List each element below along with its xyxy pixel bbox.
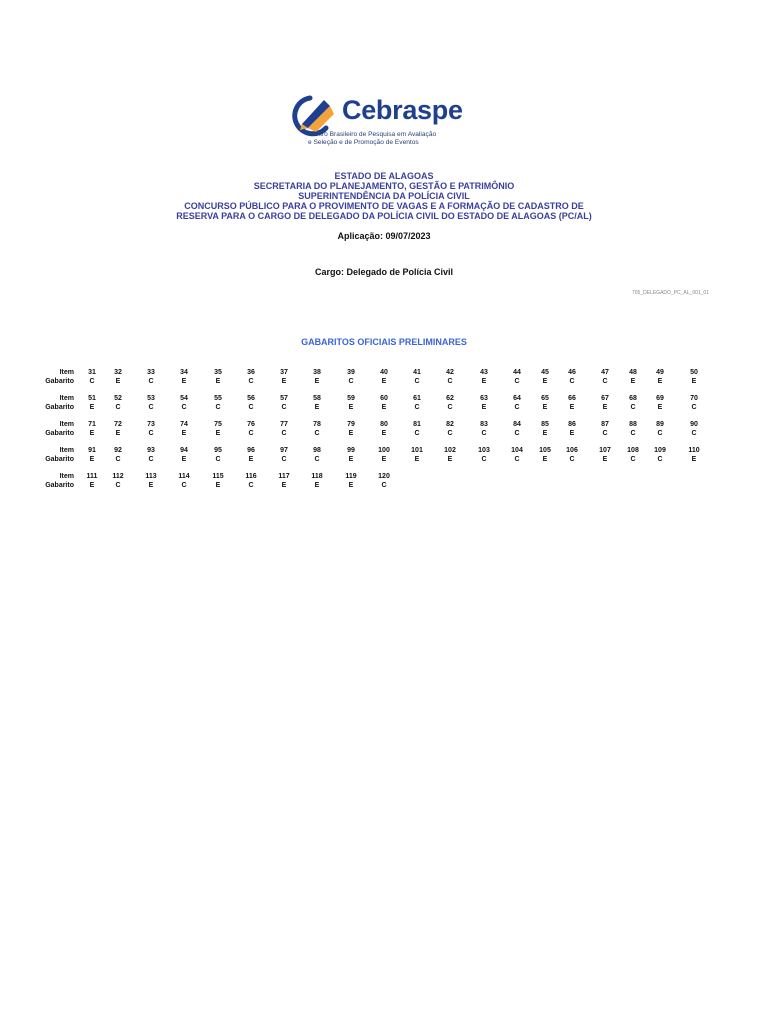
item-number: 39 xyxy=(347,369,355,376)
answer-value: C xyxy=(281,404,287,411)
answer-value: E xyxy=(414,456,420,463)
item-number: 84 xyxy=(513,421,521,428)
item-number: 91 xyxy=(88,447,96,454)
gabarito-label: Gabarito xyxy=(45,404,74,411)
answer-value: C xyxy=(691,430,697,437)
item-number: 52 xyxy=(114,395,122,402)
answer-value: E xyxy=(569,430,575,437)
item-number: 99 xyxy=(347,447,355,454)
gabarito-label: Gabarito xyxy=(45,482,74,489)
answer-value: C xyxy=(148,430,154,437)
answer-value: C xyxy=(514,378,520,385)
answer-value: E xyxy=(602,404,608,411)
answer-value: C xyxy=(248,378,254,385)
answer-value: E xyxy=(542,430,548,437)
answer-value: C xyxy=(89,378,95,385)
answer-value: C xyxy=(514,404,520,411)
item-number: 36 xyxy=(247,369,255,376)
answer-value: C xyxy=(602,430,608,437)
answer-value: C xyxy=(314,430,320,437)
item-number: 49 xyxy=(656,369,664,376)
item-number: 57 xyxy=(280,395,288,402)
answer-value: C xyxy=(314,456,320,463)
item-number: 111 xyxy=(86,473,98,480)
item-number: 119 xyxy=(345,473,357,480)
answer-value: E xyxy=(115,430,121,437)
item-number: 47 xyxy=(601,369,609,376)
answer-value: C xyxy=(181,482,187,489)
item-number: 113 xyxy=(145,473,157,480)
answer-value: C xyxy=(657,430,663,437)
gabarito-label: Gabarito xyxy=(45,456,74,463)
item-number: 33 xyxy=(147,369,155,376)
answer-value: C xyxy=(181,404,187,411)
answer-value: E xyxy=(181,430,187,437)
item-number: 59 xyxy=(347,395,355,402)
answer-value: C xyxy=(248,404,254,411)
answer-value: E xyxy=(115,378,121,385)
answer-value: C xyxy=(281,430,287,437)
answer-value: C xyxy=(569,456,575,463)
answer-value: C xyxy=(248,482,254,489)
item-number: 43 xyxy=(480,369,488,376)
item-number: 118 xyxy=(311,473,323,480)
gabarito-label: Gabarito xyxy=(45,430,74,437)
item-number: 74 xyxy=(180,421,188,428)
item-label: Item xyxy=(59,473,74,480)
answer-value: E xyxy=(89,404,95,411)
answer-value: E xyxy=(481,378,487,385)
item-number: 110 xyxy=(688,447,700,454)
item-number: 69 xyxy=(656,395,664,402)
answer-value: C xyxy=(248,430,254,437)
cebraspe-logo xyxy=(286,94,486,150)
item-number: 61 xyxy=(413,395,421,402)
answer-value: E xyxy=(348,430,354,437)
answer-value: C xyxy=(657,456,663,463)
document-code: 705_DELEGADO_PC_AL_001_01 xyxy=(632,290,709,296)
answer-value: C xyxy=(691,404,697,411)
item-number: 67 xyxy=(601,395,609,402)
answer-value: E xyxy=(381,456,387,463)
item-label: Item xyxy=(59,421,74,428)
item-number: 78 xyxy=(313,421,321,428)
answer-value: E xyxy=(348,404,354,411)
header-line: SECRETARIA DO PLANEJAMENTO, GESTÃO E PATRIMÔNIO xyxy=(253,181,515,191)
item-number: 66 xyxy=(568,395,576,402)
answer-value: C xyxy=(348,378,354,385)
item-number: 98 xyxy=(313,447,321,454)
answer-value: C xyxy=(281,456,287,463)
answer-value: E xyxy=(657,378,663,385)
answer-value: C xyxy=(514,456,520,463)
answer-value: C xyxy=(447,430,453,437)
item-number: 93 xyxy=(147,447,155,454)
answer-value: C xyxy=(414,378,420,385)
item-number: 77 xyxy=(280,421,288,428)
answer-value: C xyxy=(602,378,608,385)
item-number: 56 xyxy=(247,395,255,402)
item-number: 72 xyxy=(114,421,122,428)
answer-value: C xyxy=(481,456,487,463)
item-number: 112 xyxy=(112,473,124,480)
answer-value: E xyxy=(248,456,254,463)
item-number: 87 xyxy=(601,421,609,428)
answer-value: E xyxy=(630,378,636,385)
item-number: 90 xyxy=(690,421,698,428)
answer-value: C xyxy=(447,378,453,385)
item-number: 83 xyxy=(480,421,488,428)
answer-value: E xyxy=(181,378,187,385)
answer-value: E xyxy=(314,482,320,489)
answer-value: C xyxy=(115,456,121,463)
item-number: 63 xyxy=(480,395,488,402)
item-label: Item xyxy=(59,447,74,454)
header-line: CONCURSO PÚBLICO PARA O PROVIMENTO DE VAGAS E A FORMAÇÃO DE CADASTRO DE xyxy=(184,201,584,211)
item-number: 115 xyxy=(212,473,224,480)
item-number: 34 xyxy=(180,369,188,376)
item-number: 108 xyxy=(627,447,639,454)
logo-subtitle-line: e Seleção e de Promoção de Eventos xyxy=(308,139,419,146)
item-number: 31 xyxy=(88,369,96,376)
item-number: 73 xyxy=(147,421,155,428)
answer-value: E xyxy=(657,404,663,411)
document-header xyxy=(0,171,768,221)
item-number: 42 xyxy=(446,369,454,376)
item-number: 80 xyxy=(380,421,388,428)
answer-value: C xyxy=(630,456,636,463)
gabaritos-title: GABARITOS OFICIAIS PRELIMINARES xyxy=(301,337,467,347)
item-number: 120 xyxy=(378,473,390,480)
item-number: 94 xyxy=(180,447,188,454)
application-date: Aplicação: 09/07/2023 xyxy=(337,231,431,241)
answer-value: E xyxy=(691,378,697,385)
answer-value: E xyxy=(314,378,320,385)
item-number: 46 xyxy=(568,369,576,376)
answer-value: E xyxy=(281,378,287,385)
item-number: 109 xyxy=(654,447,666,454)
item-number: 103 xyxy=(478,447,490,454)
answer-value: C xyxy=(569,378,575,385)
item-number: 107 xyxy=(599,447,611,454)
item-number: 71 xyxy=(88,421,96,428)
answer-value: E xyxy=(447,456,453,463)
item-number: 76 xyxy=(247,421,255,428)
answer-value: C xyxy=(630,404,636,411)
item-number: 96 xyxy=(247,447,255,454)
answer-value: C xyxy=(381,482,387,489)
answer-value: E xyxy=(215,482,221,489)
item-number: 106 xyxy=(566,447,578,454)
item-number: 41 xyxy=(413,369,421,376)
answer-value: C xyxy=(414,430,420,437)
item-number: 114 xyxy=(178,473,190,480)
item-number: 92 xyxy=(114,447,122,454)
item-number: 79 xyxy=(347,421,355,428)
item-number: 100 xyxy=(378,447,390,454)
answer-value: E xyxy=(691,456,697,463)
item-number: 37 xyxy=(280,369,288,376)
item-number: 89 xyxy=(656,421,664,428)
item-number: 32 xyxy=(114,369,122,376)
answer-value: E xyxy=(348,456,354,463)
item-number: 116 xyxy=(245,473,257,480)
answer-value: E xyxy=(542,404,548,411)
answer-value: E xyxy=(381,404,387,411)
item-number: 102 xyxy=(444,447,456,454)
answer-value: E xyxy=(215,378,221,385)
answer-value: C xyxy=(115,482,121,489)
item-number: 95 xyxy=(214,447,222,454)
item-number: 58 xyxy=(313,395,321,402)
answer-value: E xyxy=(569,404,575,411)
answer-value: C xyxy=(630,430,636,437)
item-number: 101 xyxy=(411,447,423,454)
answer-value: C xyxy=(148,456,154,463)
item-number: 81 xyxy=(413,421,421,428)
answer-value: E xyxy=(148,482,154,489)
header-line: ESTADO DE ALAGOAS xyxy=(334,171,434,181)
item-number: 48 xyxy=(629,369,637,376)
header-line: SUPERINTENDÊNCIA DA POLÍCIA CIVIL xyxy=(298,191,470,201)
item-number: 82 xyxy=(446,421,454,428)
item-number: 54 xyxy=(180,395,188,402)
answer-value: E xyxy=(542,378,548,385)
answer-value: E xyxy=(381,378,387,385)
answer-value: C xyxy=(481,430,487,437)
header-line: RESERVA PARA O CARGO DE DELEGADO DA POLÍCIA CIVIL DO ESTADO DE ALAGOAS (PC/AL) xyxy=(176,211,592,221)
logo-subtitle-line: Centro Brasileiro de Pesquisa em Avaliação xyxy=(308,131,437,138)
answer-value: E xyxy=(89,456,95,463)
item-number: 88 xyxy=(629,421,637,428)
item-number: 60 xyxy=(380,395,388,402)
gabarito-label: Gabarito xyxy=(45,378,74,385)
answer-value: E xyxy=(181,456,187,463)
answer-value: C xyxy=(115,404,121,411)
answer-value: E xyxy=(381,430,387,437)
item-number: 53 xyxy=(147,395,155,402)
item-number: 64 xyxy=(513,395,521,402)
answer-value: C xyxy=(414,404,420,411)
item-label: Item xyxy=(59,395,74,402)
item-number: 86 xyxy=(568,421,576,428)
answer-value: C xyxy=(215,456,221,463)
item-number: 68 xyxy=(629,395,637,402)
answer-value: E xyxy=(281,482,287,489)
item-label: Item xyxy=(59,369,74,376)
item-number: 117 xyxy=(278,473,290,480)
item-number: 38 xyxy=(313,369,321,376)
item-number: 70 xyxy=(690,395,698,402)
item-number: 105 xyxy=(539,447,551,454)
item-number: 40 xyxy=(380,369,388,376)
logo-name: Cebraspe xyxy=(342,95,463,125)
answer-value: C xyxy=(148,404,154,411)
answer-value: E xyxy=(602,456,608,463)
answer-value: E xyxy=(348,482,354,489)
item-number: 85 xyxy=(541,421,549,428)
item-number: 97 xyxy=(280,447,288,454)
answer-value: E xyxy=(481,404,487,411)
answer-value: C xyxy=(514,430,520,437)
cargo-title: Cargo: Delegado de Polícia Civil xyxy=(314,267,454,277)
answer-value: E xyxy=(542,456,548,463)
item-number: 104 xyxy=(511,447,523,454)
logo-subtitle xyxy=(308,131,436,147)
answer-value: E xyxy=(89,482,95,489)
answer-value: C xyxy=(148,378,154,385)
item-number: 50 xyxy=(690,369,698,376)
answer-value: E xyxy=(314,404,320,411)
answer-value: C xyxy=(447,404,453,411)
item-number: 51 xyxy=(88,395,96,402)
item-number: 45 xyxy=(541,369,549,376)
answer-value: E xyxy=(215,430,221,437)
item-number: 65 xyxy=(541,395,549,402)
answer-value: E xyxy=(89,430,95,437)
item-number: 75 xyxy=(214,421,222,428)
item-number: 44 xyxy=(513,369,521,376)
item-number: 55 xyxy=(214,395,222,402)
item-number: 35 xyxy=(214,369,222,376)
answer-value: C xyxy=(215,404,221,411)
item-number: 62 xyxy=(446,395,454,402)
